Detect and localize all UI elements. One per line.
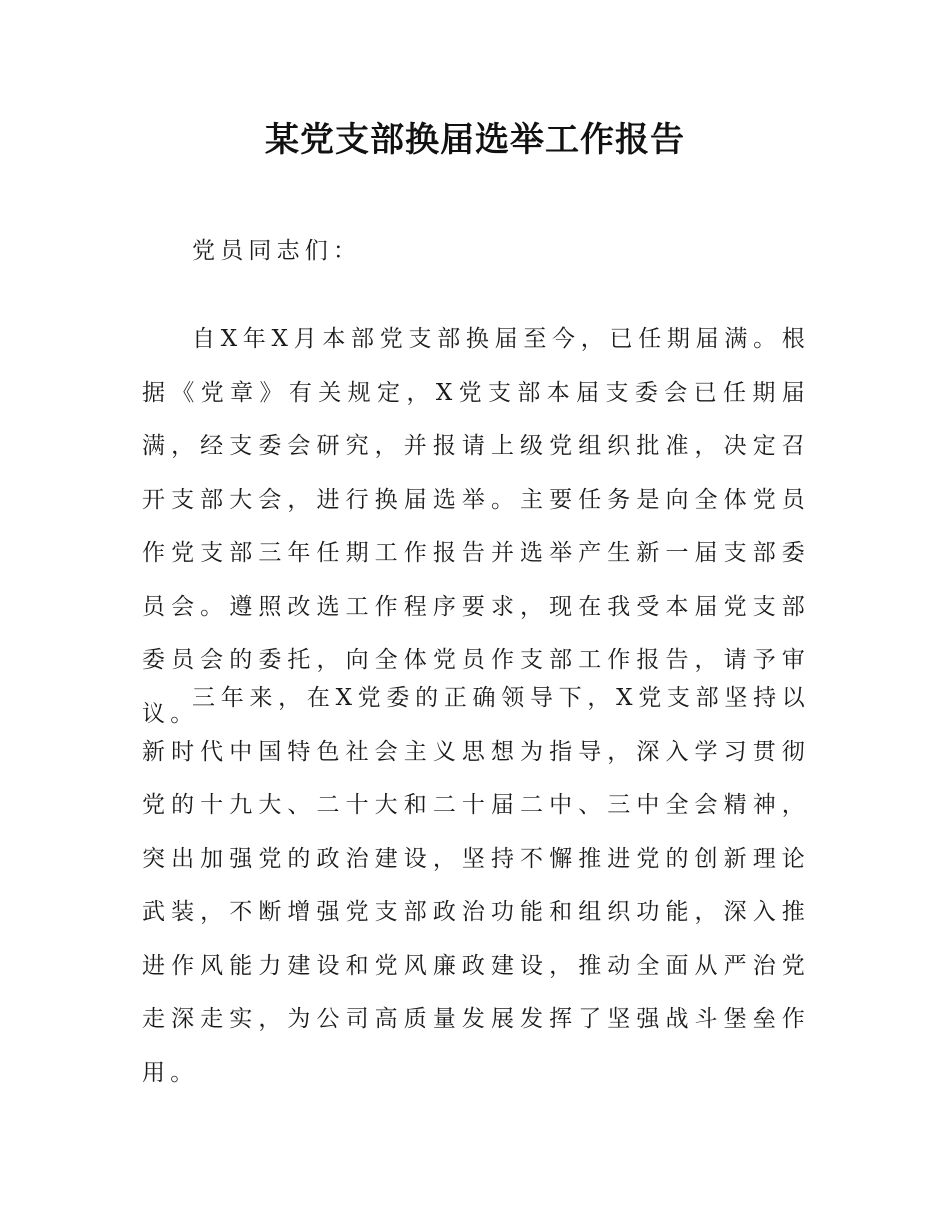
paragraph-2: 三年来，在X党委的正确领导下，X党支部坚持以新时代中国特色社会主义思想为指导，深入学习贯彻党的十九大、二十大和二十届二中、三中全会精神，突出加强党的政治建设，坚持不懈推进党的创新理论武装，不断增强党支部政治功能和组织功能，深入推进作风能力建设和党风廉政建设，推动全面从严治党走深走实，为公司高质量发展发挥了坚强战斗堡垒作用。 [142, 685, 810, 1086]
document-title: 某党支部换届选举工作报告 [265, 120, 685, 160]
salutation: 党员同志们： [192, 238, 362, 264]
paragraph-1: 自X年X月本部党支部换届至今，已任期届满。根据《党章》有关规定，X党支部本届支委会已任期届满，经支委会研究，并报请上级党组织批准，决定召开支部大会，进行换届选举。主要任务是向全体党员作党支部三年任期工作报告并选举产生新一届支部委员会。遵照改选工作程序要求，现在我受本届党支部委员会的委托，向全体党员作支部工作报告，请予审议。 [142, 326, 810, 727]
